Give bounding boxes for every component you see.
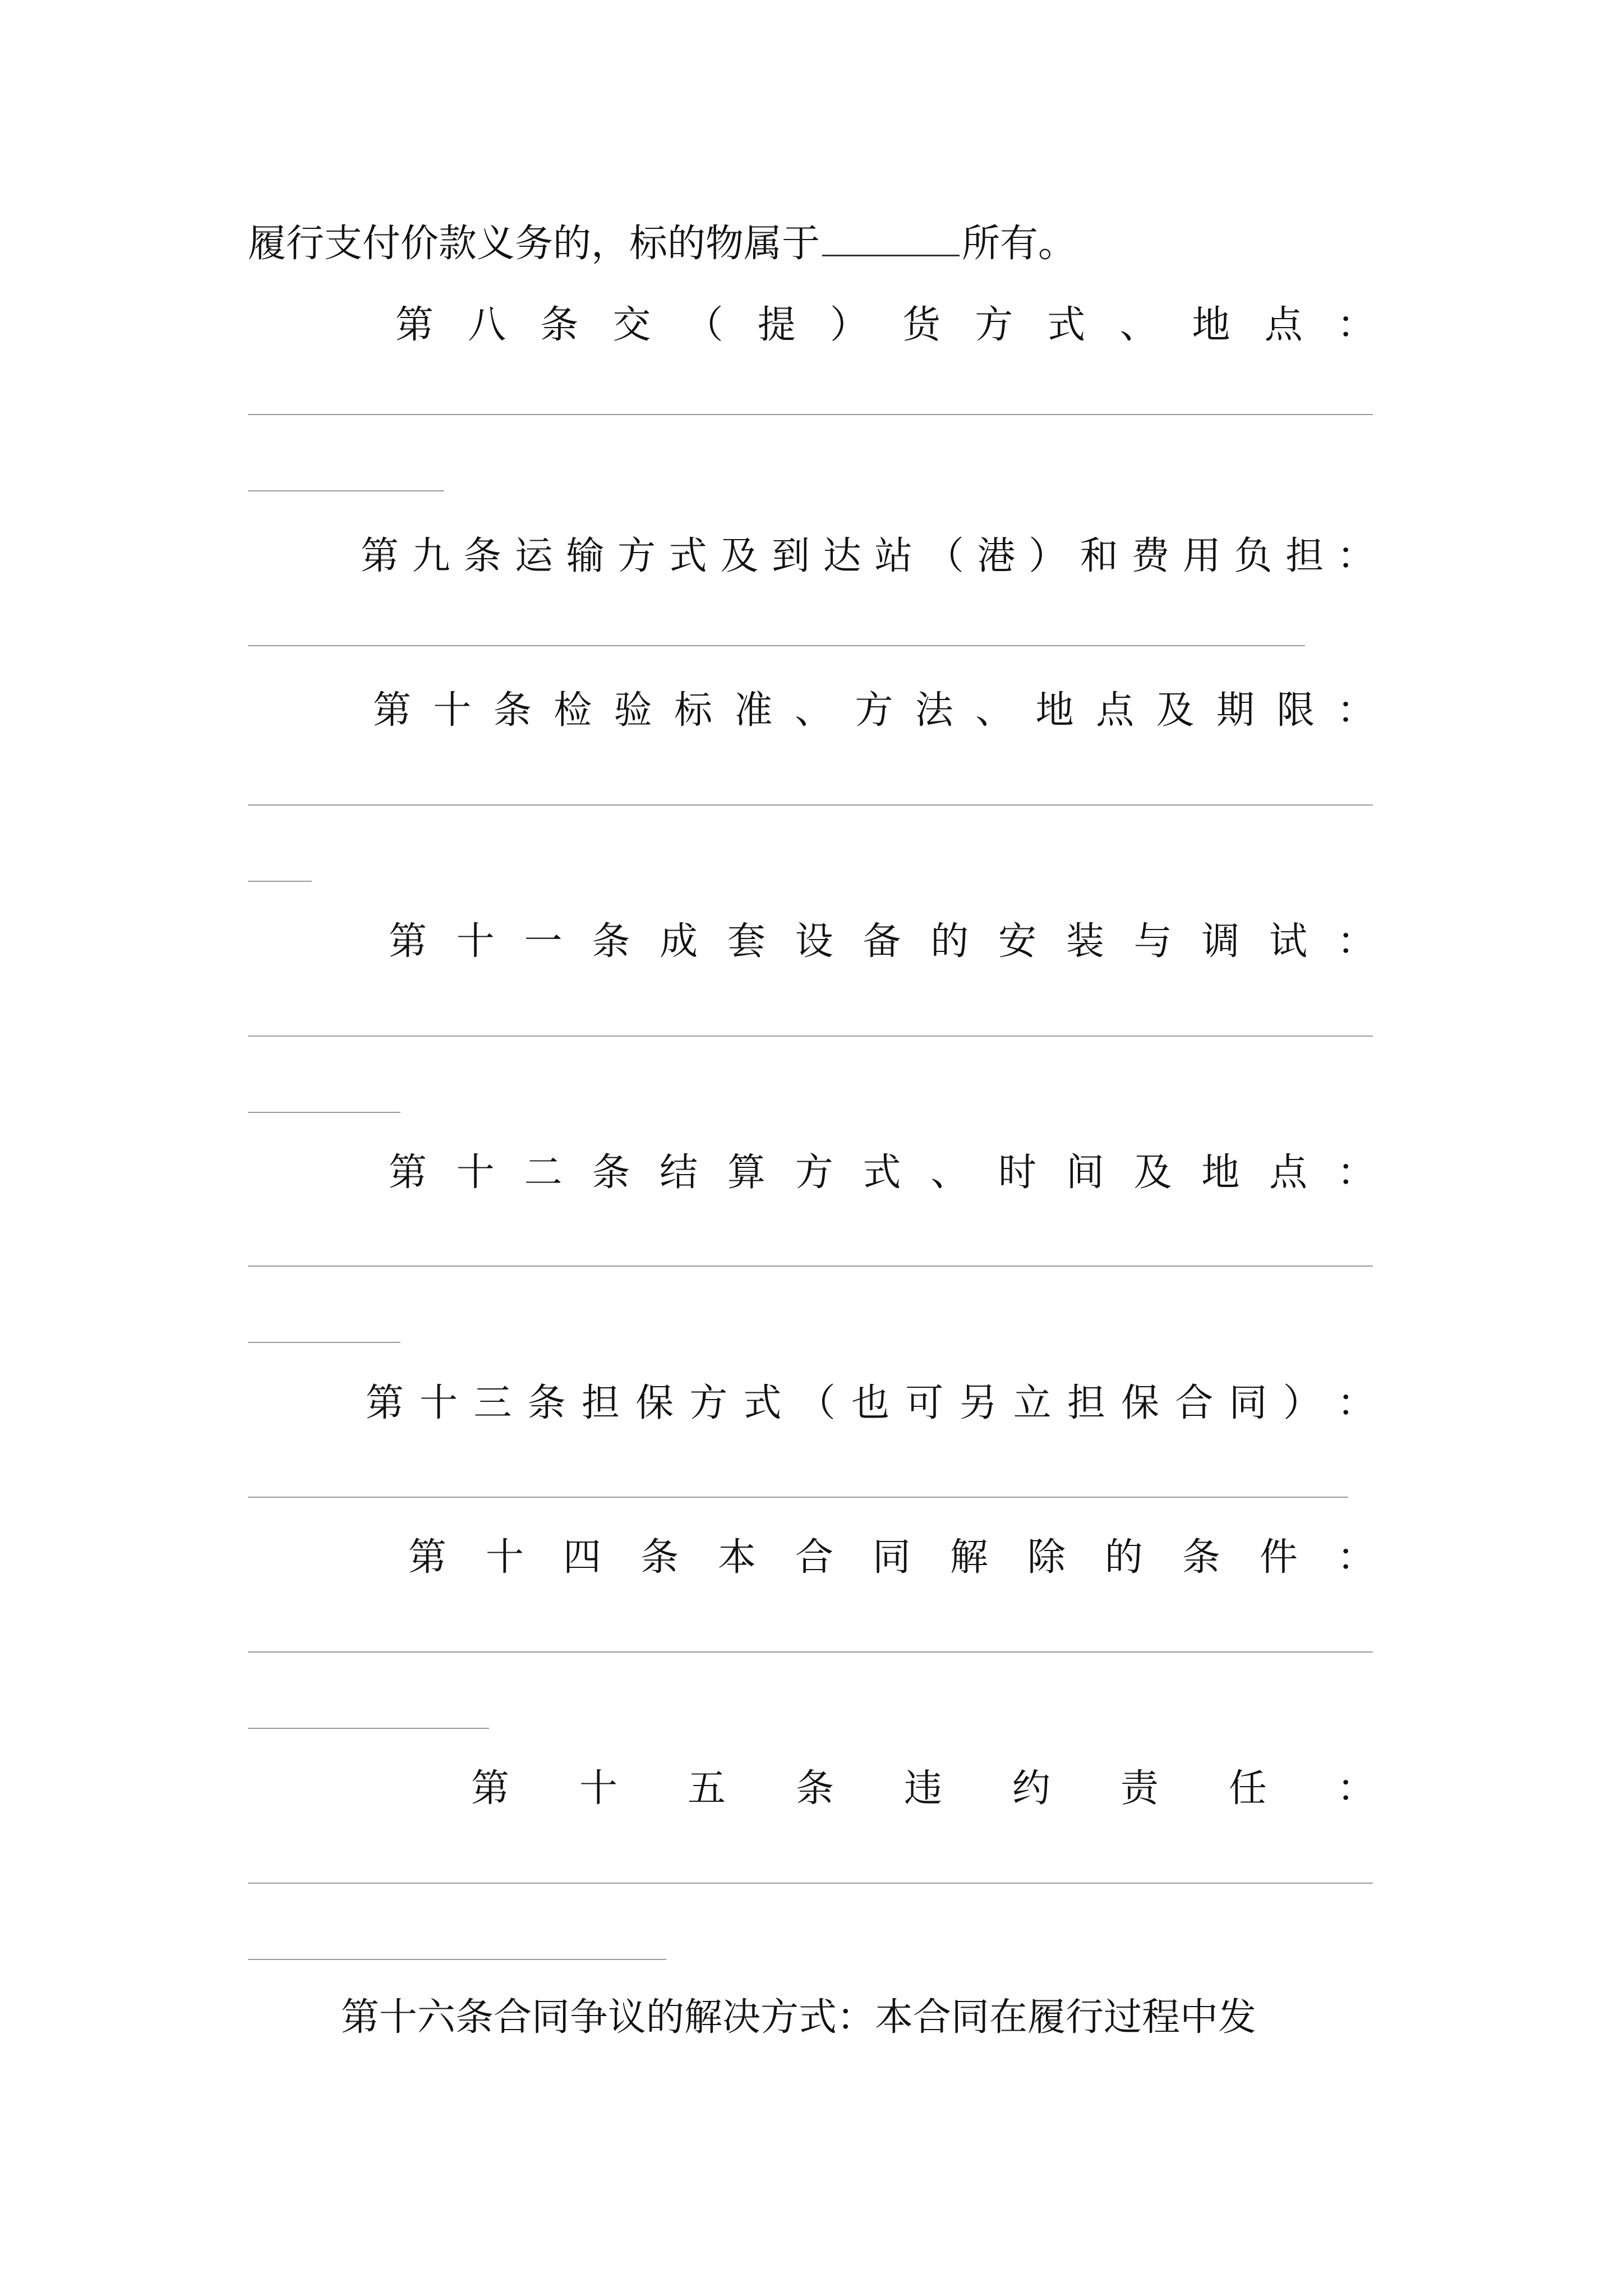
ownership-text-after: 所有。 [962, 222, 1077, 266]
article-10-fill-line-1[interactable] [248, 804, 1373, 806]
article-16-text: 第十六条合同争议的解决方式：本合同在履行过程中发 [341, 1995, 1257, 2040]
article-11-fill-line-2[interactable] [248, 1112, 400, 1113]
article-8-fill-line-2[interactable] [248, 490, 444, 491]
article-12-fill-line-1[interactable] [248, 1266, 1373, 1267]
article-8-heading: 第 八 条 交 （ 提 ） 货 方 式 、 地 点 ： [395, 303, 1375, 347]
article-9-fill-line-1[interactable] [248, 645, 1305, 646]
article-14-heading: 第 十 四 条 本 合 同 解 除 的 条 件 ： [408, 1535, 1375, 1580]
article-13-heading: 第 十 三 条 担 保 方 式 （ 也 可 另 立 担 保 合 同 ） ： [366, 1381, 1375, 1425]
ownership-text-before: 履行支付价款义务的，标的物属于 [248, 222, 820, 266]
text-line-ownership [248, 222, 1076, 266]
article-8-fill-line-1[interactable] [248, 414, 1373, 415]
article-12-fill-line-2[interactable] [248, 1342, 400, 1343]
article-15-fill-line-2[interactable] [248, 1959, 666, 1960]
article-10-heading: 第 十 条 检 验 标 准 、 方 法 、 地 点 及 期 限 ： [373, 688, 1375, 733]
article-15-fill-line-1[interactable] [248, 1883, 1373, 1884]
owner-blank[interactable] [822, 252, 960, 256]
article-11-heading: 第 十 一 条 成 套 设 备 的 安 装 与 调 试 ： [389, 919, 1375, 964]
article-10-fill-line-2[interactable] [248, 881, 312, 882]
article-12-heading: 第 十 二 条 结 算 方 式 、 时 间 及 地 点 ： [389, 1151, 1375, 1195]
article-9-heading: 第 九 条 运 输 方 式 及 到 达 站 （ 港 ） 和 费 用 负 担 ： [361, 534, 1375, 578]
article-14-fill-line-2[interactable] [248, 1728, 489, 1729]
article-11-fill-line-1[interactable] [248, 1036, 1373, 1037]
article-13-fill-line-1[interactable] [248, 1497, 1348, 1498]
article-15-heading: 第 十 五 条 违 约 责 任 ： [471, 1766, 1375, 1811]
article-14-fill-line-1[interactable] [248, 1651, 1373, 1653]
